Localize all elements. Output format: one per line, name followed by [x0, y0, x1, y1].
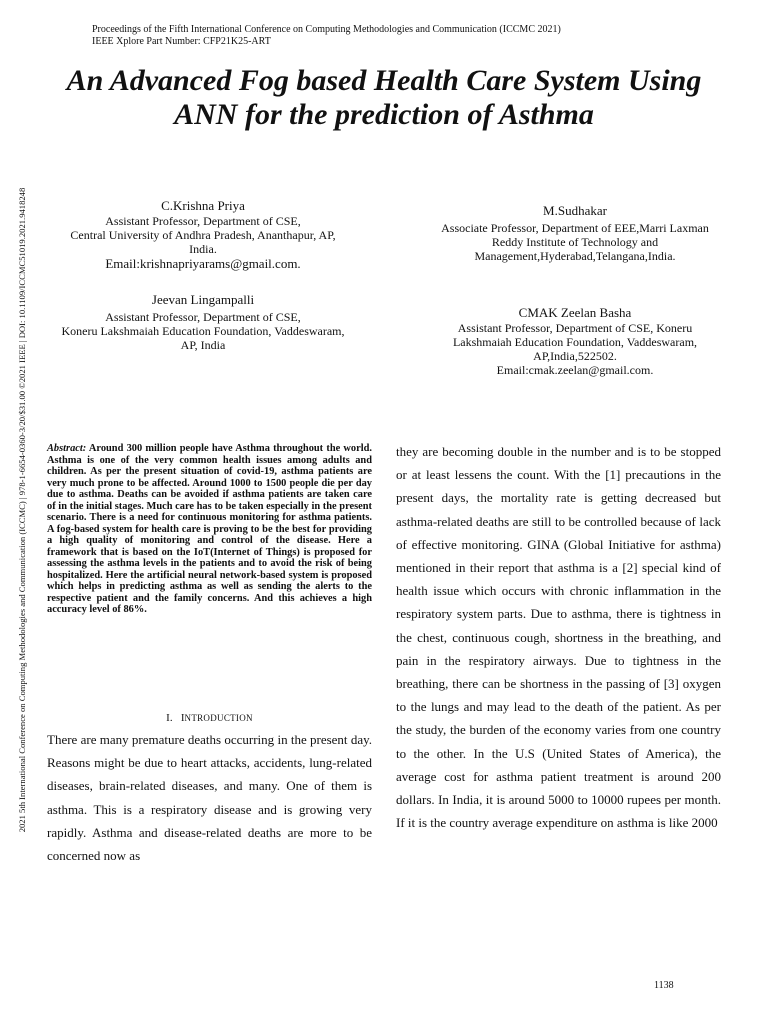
author-name: C.Krishna Priya [161, 198, 245, 213]
affiliation-line: AP, India [180, 338, 226, 352]
author-name: Jeevan Lingampalli [151, 292, 255, 307]
affiliation-line: Assistant Professor, Department of CSE, Koneru [457, 321, 693, 335]
affiliation-line: Assistant Professor, Department of CSE, [105, 214, 301, 228]
title-line-2: ANN for the prediction of Asthma [174, 98, 594, 131]
title-line-1: An Advanced Fog based Health Care System Using [66, 64, 702, 97]
affiliation-line: India. [189, 242, 217, 256]
affiliation-line: AP,India,522502. [533, 349, 617, 363]
affiliation-line: Koneru Lakshmaiah Education Foundation, Vaddeswaram, [61, 324, 345, 338]
conference-header: Proceedings of the Fifth International Conference on Computing Methodologies and Communication (ICCMC 2021) [92, 24, 561, 35]
abstract-label: Abstract: [47, 443, 87, 454]
affiliation-line: Associate Professor, Department of EEE,Marri Laxman [441, 221, 709, 235]
section-title-rest: NTRODUCTION [184, 713, 253, 723]
author-block-2 [420, 203, 730, 263]
author-email: Email:cmak.zeelan@gmail.com. [496, 363, 654, 377]
section-heading [47, 712, 372, 724]
intro-paragraph-right: they are becoming double in the number and is to be stopped or at least lessens the count. With the [1] precautions in the present days, the mortality rate is getting decreased but asthma-related deaths are still to be controlled because of lack of effective monitoring. GINA (Global Initiative for asthma) mentioned in their report that asthma is a [2] special kind of health issue which occurs with chronic inflammation in the respiratory system parts. Due to asthma, there is tightness in the chest, continuous cough, shortness in the breathing, and pain in the respiratory airways. Due to tightness in the breathing, there can be shortness in the passing of [3] oxygen to the lungs and may lead to the death of the patient. As per the study, the burden of the economy varies from one country to the other. In the U.S (United States of America), the average cost for asthma patient treatment is around 200 dollars. In India, it is around 5000 to 10000 rupees per month. If it is the country average expenditure on asthma is like 2000 [396, 444, 721, 831]
affiliation-line: Central University of Andhra Pradesh, Ananthapur, AP, [70, 228, 336, 242]
doi-sidebar-text: 2021 5th International Conference on Computing Methodologies and Communication (ICCMC) | 978-1-6654-0360-3/20/$31.00 ©2021 IEEE | DOI: 10.1109/ICCMC51019.2021.9418248 [17, 187, 27, 833]
paper-title [20, 64, 748, 132]
author-email: Email:krishnapriyarams@gmail.com. [105, 256, 301, 271]
abstract [47, 443, 372, 616]
author-block-1 [48, 198, 358, 272]
intro-paragraph-left: There are many premature deaths occurring in the present day. Reasons might be due to heart attacks, accidents, lung-related diseases, brain-related diseases, and many. One of them is asthma. This is a respiratory disease and is growing very rapidly. Asthma and disease-related deaths are more to be concerned now as [47, 732, 372, 864]
author-block-4 [420, 305, 730, 377]
doi-sidebar [14, 140, 30, 880]
abstract-text: Around 300 million people have Asthma throughout the world. Asthma is one of the very common health issues among adults and children. As per the present situation of covid-19, asthma patients are very much prone to be affected. Around 1000 to 1500 people die per day due to asthma. Deaths can be avoided if asthma patients are taken care of in the initial stages. Much care has to be taken especially in the present scenario. There is a need for continuous monitoring for asthma patients. A fog-based system for health care is proving to be the best for providing a high quality of monitoring and control of the disease. Here a framework that is based on the IoT(Internet of Things) is proposed for assessing the asthma levels in the patients and to avoid the risk of being hospitalized. Here the artificial neural network-based system is proposed which helps in predicting asthma as well as sending the alerts to the respective patient and the family concerns. And this achieves a high accuracy level of 86%. [47, 443, 372, 615]
affiliation-line: Management,Hyderabad,Telangana,India. [474, 249, 676, 263]
section-first-letter: I [180, 712, 185, 724]
affiliation-line: Assistant Professor, Department of CSE, [105, 310, 301, 324]
affiliation-line: Lakshmaiah Education Foundation, Vaddeswaram, [452, 335, 698, 349]
affiliation-line: Reddy Institute of Technology and [491, 235, 659, 249]
author-name: CMAK Zeelan Basha [518, 305, 632, 320]
part-number: IEEE Xplore Part Number: CFP21K25-ART [92, 36, 271, 47]
page-number: 1138 [654, 980, 674, 991]
author-block-3 [48, 292, 358, 352]
section-number: I. [166, 712, 173, 724]
author-name: M.Sudhakar [543, 203, 607, 218]
